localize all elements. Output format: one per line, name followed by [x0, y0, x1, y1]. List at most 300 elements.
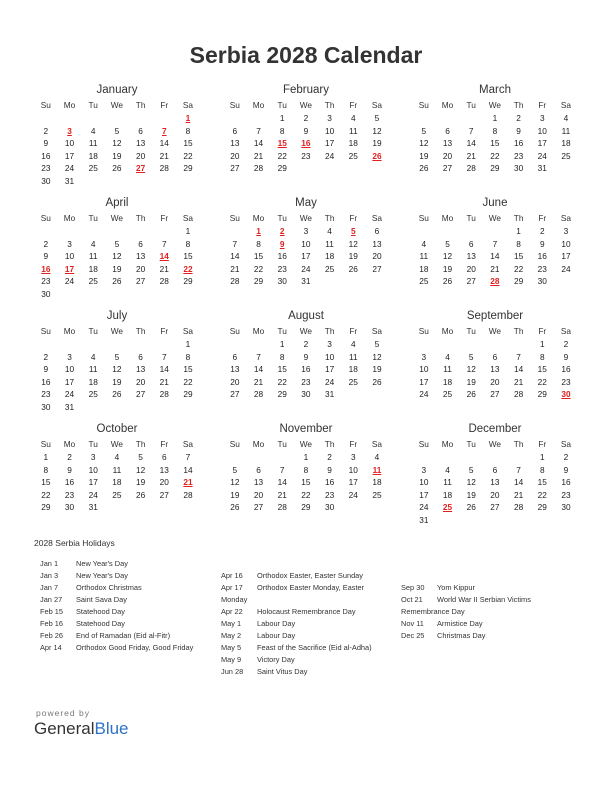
day: 8	[516, 238, 521, 249]
empty-day	[58, 225, 82, 238]
holiday-date: Jun 28	[221, 667, 244, 676]
holiday-name: Statehood Day	[76, 619, 125, 628]
day: 10	[88, 464, 98, 475]
day: 15	[253, 251, 264, 262]
day: 8	[539, 351, 545, 362]
day: 17	[324, 364, 335, 375]
day: 6	[138, 351, 143, 362]
day: 12	[112, 251, 122, 262]
day: 28	[513, 502, 524, 513]
weekday-label: Th	[135, 439, 146, 449]
day: 8	[185, 351, 191, 362]
day: 14	[277, 477, 287, 488]
day: 16	[41, 150, 51, 161]
day: 3	[421, 351, 427, 362]
day: 9	[516, 125, 521, 136]
empty-day	[105, 225, 129, 238]
day: 1	[279, 339, 285, 349]
weekday-label: Sa	[560, 213, 572, 223]
day: 3	[90, 452, 96, 462]
day: 16	[561, 477, 571, 488]
holiday-name: Orthodox Easter Monday, Easter	[257, 583, 365, 592]
day: 23	[324, 489, 335, 500]
day: 22	[183, 150, 193, 161]
day: 23	[561, 489, 571, 500]
weekday-label: We	[299, 213, 313, 223]
day: 20	[490, 489, 500, 500]
day: 4	[350, 339, 356, 349]
day: 20	[135, 263, 146, 274]
day: 25	[348, 376, 358, 387]
day: 18	[348, 138, 358, 149]
holiday-day: 1	[256, 226, 261, 236]
day: 5	[374, 339, 380, 349]
day: 7	[468, 125, 474, 136]
holiday-day: 28	[490, 276, 500, 287]
holiday-name: New Year's Day	[76, 559, 128, 568]
weekday-label: We	[110, 213, 124, 223]
page-title: Serbia 2028 Calendar	[189, 42, 423, 68]
weekday-label: Sa	[371, 326, 383, 336]
day: 24	[419, 389, 429, 400]
day: 2	[539, 226, 545, 236]
day: 8	[185, 125, 191, 136]
day: 10	[348, 464, 358, 475]
holiday-day: 27	[135, 163, 146, 174]
day: 11	[419, 251, 429, 262]
month-august	[223, 308, 389, 401]
weekday-label: Tu	[466, 326, 476, 336]
empty-day	[436, 451, 460, 464]
empty-day	[105, 112, 129, 125]
day: 22	[537, 489, 547, 500]
month-days-grid	[34, 211, 200, 301]
day: 23	[301, 150, 311, 161]
holiday-date: Dec 25	[401, 631, 425, 640]
day: 18	[419, 263, 429, 274]
day: 6	[161, 452, 167, 462]
day: 15	[183, 138, 193, 149]
day: 9	[67, 464, 72, 475]
weekday-label: We	[110, 100, 124, 110]
day: 22	[253, 263, 264, 274]
weekday-label: Su	[418, 213, 429, 223]
holiday-day: 1	[185, 113, 191, 123]
day: 29	[537, 502, 547, 513]
empty-day	[81, 112, 105, 125]
day: 25	[419, 276, 429, 287]
weekday-label: Fr	[349, 213, 358, 223]
day: 30	[64, 502, 75, 513]
day: 16	[324, 477, 335, 488]
holiday-day: 14	[159, 251, 169, 262]
day: 6	[492, 464, 498, 475]
month-name: June	[482, 197, 508, 209]
day: 3	[67, 351, 72, 362]
day: 3	[327, 113, 332, 123]
day: 12	[230, 477, 240, 488]
day: 25	[324, 263, 335, 274]
brand-general: General	[34, 719, 95, 738]
day: 8	[279, 351, 285, 362]
day: 14	[159, 138, 169, 149]
holiday-date: Jan 7	[40, 583, 59, 592]
day: 12	[442, 251, 453, 262]
weekday-label: Mo	[441, 100, 454, 110]
day: 17	[64, 150, 75, 161]
day: 31	[88, 502, 98, 513]
day: 11	[88, 251, 98, 262]
day: 23	[41, 389, 51, 400]
weekday-label: Tu	[466, 439, 476, 449]
day: 11	[348, 125, 358, 136]
day: 7	[161, 238, 167, 249]
weekday-label: Tu	[466, 100, 476, 110]
day: 6	[492, 351, 498, 362]
holiday-name: Christmas Day	[437, 631, 486, 640]
holidays-title: 2028 Serbia Holidays	[34, 538, 115, 548]
holiday-name: Orthodox Easter, Easter Sunday	[257, 571, 363, 580]
day: 15	[513, 251, 524, 262]
holiday-day: 26	[372, 150, 382, 161]
empty-day	[412, 338, 436, 351]
holiday-row	[40, 618, 193, 630]
day: 29	[537, 389, 547, 400]
day: 9	[43, 138, 49, 149]
day: 26	[112, 389, 122, 400]
holiday-date: Apr 14	[40, 643, 62, 652]
day: 30	[513, 163, 524, 174]
day: 14	[183, 464, 193, 475]
day: 12	[466, 364, 476, 375]
day: 8	[492, 125, 498, 136]
day: 5	[114, 125, 120, 136]
day: 2	[327, 452, 332, 462]
day: 18	[348, 364, 358, 375]
weekday-label: Sa	[182, 439, 194, 449]
day: 27	[253, 502, 264, 513]
holiday-row	[221, 618, 372, 630]
month-january	[34, 82, 200, 188]
day: 6	[232, 125, 238, 136]
holiday-date: May 9	[221, 655, 242, 664]
day: 22	[277, 150, 287, 161]
empty-day	[507, 451, 531, 464]
weekday-label: Fr	[538, 326, 547, 336]
day: 29	[253, 276, 264, 287]
day: 6	[256, 464, 261, 475]
day: 24	[537, 150, 547, 161]
holiday-row	[221, 570, 372, 582]
empty-day	[223, 451, 247, 464]
day: 25	[442, 389, 453, 400]
weekday-label: Th	[324, 326, 335, 336]
weekday-label: Mo	[252, 100, 265, 110]
day: 5	[232, 464, 238, 475]
day: 24	[301, 263, 311, 274]
day: 30	[277, 276, 287, 287]
holiday-row	[401, 582, 531, 594]
empty-day	[34, 338, 58, 351]
day: 19	[372, 138, 382, 149]
holiday-row	[221, 606, 372, 618]
day: 5	[421, 125, 427, 136]
month-december	[412, 421, 578, 527]
day: 26	[230, 502, 240, 513]
day: 12	[419, 138, 429, 149]
day: 9	[563, 351, 569, 362]
day: 9	[539, 238, 545, 249]
holiday-name: World War II Serbian Victims	[437, 595, 531, 604]
day: 13	[490, 364, 500, 375]
empty-day	[412, 451, 436, 464]
holiday-day: 7	[161, 125, 167, 136]
holiday-name: Victory Day	[257, 655, 295, 664]
weekday-label: Tu	[88, 439, 98, 449]
day: 29	[513, 276, 524, 287]
holiday-date: Jan 3	[40, 571, 59, 580]
day: 13	[230, 138, 240, 149]
day: 26	[466, 389, 476, 400]
day: 27	[230, 163, 240, 174]
weekday-label: Su	[229, 100, 240, 110]
weekday-label: Sa	[560, 326, 572, 336]
day: 23	[41, 276, 51, 287]
day: 20	[442, 150, 453, 161]
day: 8	[303, 464, 309, 475]
day: 31	[301, 276, 311, 287]
empty-day	[81, 338, 105, 351]
day: 19	[112, 376, 122, 387]
holiday-day: 11	[372, 464, 382, 475]
holiday-name: End of Ramadan (Eid al-Fitr)	[76, 631, 171, 640]
day: 15	[490, 138, 500, 149]
weekday-label: We	[488, 326, 502, 336]
day: 5	[114, 238, 120, 249]
holiday-name: Orthodox Good Friday, Good Friday	[76, 643, 194, 652]
day: 30	[41, 175, 51, 186]
day: 10	[324, 351, 335, 362]
weekday-label: Th	[135, 326, 146, 336]
day: 17	[348, 477, 358, 488]
day: 27	[490, 389, 500, 400]
day: 2	[563, 452, 569, 462]
holiday-day: 16	[41, 263, 51, 274]
month-name: November	[279, 423, 333, 435]
month-days-grid	[223, 211, 389, 288]
weekday-label: Mo	[441, 213, 454, 223]
month-february	[223, 82, 389, 175]
holiday-row	[221, 630, 372, 642]
holiday-day: 30	[561, 389, 571, 400]
day: 8	[43, 464, 49, 475]
weekday-label: Sa	[371, 439, 383, 449]
day: 23	[41, 163, 51, 174]
day: 12	[372, 125, 382, 136]
day: 9	[43, 364, 49, 375]
day: 7	[516, 351, 521, 362]
day: 15	[537, 364, 547, 375]
empty-day	[270, 451, 294, 464]
holiday-day: 16	[301, 138, 311, 149]
empty-day	[412, 225, 436, 238]
weekday-label: We	[299, 326, 313, 336]
day: 19	[466, 376, 476, 387]
weekday-label: Th	[324, 213, 335, 223]
day: 7	[232, 238, 238, 249]
empty-day	[436, 112, 460, 125]
day: 23	[277, 263, 287, 274]
day: 18	[88, 263, 98, 274]
weekday-label: Sa	[560, 439, 572, 449]
day: 2	[516, 113, 521, 123]
day: 22	[537, 376, 547, 387]
month-name: May	[295, 197, 317, 209]
day: 13	[372, 238, 382, 249]
holiday-date: Nov 11	[401, 619, 424, 628]
weekday-label: Sa	[560, 100, 572, 110]
day: 31	[419, 514, 429, 525]
weekday-label: Sa	[182, 326, 194, 336]
holiday-name: Labour Day	[257, 631, 296, 640]
empty-day	[223, 225, 247, 238]
day: 17	[64, 376, 75, 387]
holiday-day: 5	[350, 226, 356, 236]
weekday-label: Su	[229, 213, 240, 223]
holiday-date: Apr 22	[221, 607, 243, 616]
day: 25	[88, 276, 98, 287]
weekday-label: Tu	[466, 213, 476, 223]
holiday-row	[221, 582, 372, 594]
day: 19	[419, 150, 429, 161]
day: 20	[230, 150, 240, 161]
day: 5	[114, 351, 120, 362]
weekday-label: Tu	[88, 213, 98, 223]
empty-day	[436, 225, 460, 238]
holiday-name: Orthodox Christmas	[76, 583, 142, 592]
weekday-label: Tu	[88, 326, 98, 336]
day: 24	[324, 150, 335, 161]
holiday-date: Jan 27	[40, 595, 63, 604]
day: 4	[421, 238, 427, 249]
day: 29	[277, 163, 287, 174]
day: 21	[513, 376, 524, 387]
day: 12	[112, 138, 122, 149]
empty-day	[152, 112, 176, 125]
holiday-row	[401, 594, 531, 606]
empty-day	[459, 112, 483, 125]
day: 10	[561, 238, 571, 249]
weekday-label: Th	[324, 100, 335, 110]
day: 21	[159, 376, 169, 387]
day: 29	[183, 389, 193, 400]
empty-day	[129, 338, 153, 351]
weekday-label: We	[488, 213, 502, 223]
holiday-row	[40, 558, 193, 570]
day: 25	[88, 389, 98, 400]
day: 31	[324, 389, 335, 400]
day: 11	[88, 138, 98, 149]
month-name: December	[468, 423, 522, 435]
day: 22	[301, 489, 311, 500]
weekday-label: Mo	[252, 213, 265, 223]
day: 8	[279, 125, 285, 136]
day: 18	[324, 251, 335, 262]
day: 2	[563, 339, 569, 349]
day: 10	[419, 477, 429, 488]
day: 1	[516, 226, 521, 236]
month-july	[34, 308, 200, 414]
day: 30	[537, 276, 547, 287]
day: 19	[348, 251, 358, 262]
day: 21	[230, 263, 240, 274]
holiday-name: Yom Kippur	[437, 583, 475, 592]
weekday-label: Mo	[63, 100, 76, 110]
brand-blue: Blue	[94, 719, 129, 738]
day: 26	[419, 163, 429, 174]
day: 6	[232, 351, 238, 362]
month-name: July	[106, 310, 128, 322]
month-days-grid	[412, 324, 578, 401]
day: 2	[303, 113, 309, 123]
day: 11	[561, 125, 571, 136]
weekday-label: Th	[513, 439, 524, 449]
day: 13	[159, 464, 169, 475]
brand-logo	[34, 719, 129, 739]
day: 13	[135, 138, 146, 149]
day: 17	[561, 251, 571, 262]
empty-day	[58, 338, 82, 351]
weekday-label: Su	[229, 326, 240, 336]
day: 26	[348, 263, 358, 274]
holiday-row	[40, 582, 193, 594]
day: 7	[256, 351, 261, 362]
day: 18	[112, 477, 122, 488]
day: 19	[135, 477, 146, 488]
holiday-date: May 1	[221, 619, 242, 628]
holiday-row	[401, 606, 531, 618]
day: 20	[159, 477, 169, 488]
empty-day	[223, 112, 247, 125]
month-may	[223, 195, 389, 288]
day: 19	[112, 263, 122, 274]
weekday-label: Mo	[441, 326, 454, 336]
day: 4	[114, 452, 120, 462]
day: 28	[183, 489, 193, 500]
holiday-row	[40, 570, 193, 582]
empty-day	[459, 338, 483, 351]
month-april	[34, 195, 200, 301]
day: 28	[253, 163, 264, 174]
day: 30	[561, 502, 571, 513]
day: 19	[372, 364, 382, 375]
weekday-label: Sa	[371, 213, 383, 223]
day: 22	[183, 376, 193, 387]
weekday-label: Mo	[441, 439, 454, 449]
day: 2	[67, 452, 72, 462]
day: 23	[513, 150, 524, 161]
day: 28	[159, 276, 169, 287]
day: 22	[513, 263, 524, 274]
day: 12	[135, 464, 146, 475]
day: 22	[490, 150, 500, 161]
weekday-label: Su	[229, 439, 240, 449]
weekday-label: Mo	[252, 439, 265, 449]
day: 9	[563, 464, 569, 475]
day: 18	[442, 489, 453, 500]
day: 11	[348, 351, 358, 362]
day: 5	[468, 351, 474, 362]
